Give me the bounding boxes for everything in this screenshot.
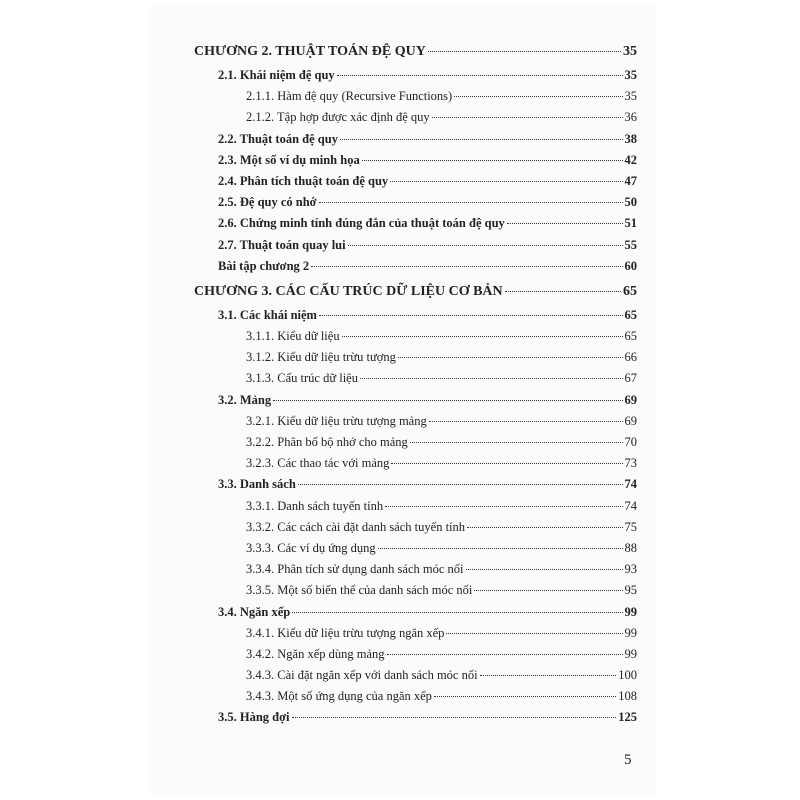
toc-title: 3.3.4. Phân tích sử dụng danh sách móc nối: [246, 562, 464, 577]
dot-leader: [466, 569, 623, 570]
dot-leader: [507, 223, 623, 224]
toc-page-number: 73: [624, 456, 637, 471]
toc-section: [194, 393, 637, 414]
dot-leader: [474, 590, 622, 591]
toc-page-number: 47: [624, 173, 637, 188]
toc-page-number: 35: [624, 89, 637, 104]
dot-leader: [360, 378, 623, 379]
dot-leader: [505, 291, 621, 292]
dot-leader: [428, 51, 621, 52]
dot-leader: [390, 181, 622, 182]
toc-title: 3.2.1. Kiểu dữ liệu trừu tượng mảng: [246, 413, 427, 428]
dot-leader: [292, 717, 617, 718]
toc-title: 3.3.3. Các ví dụ ứng dụng: [246, 540, 376, 555]
toc-title: 3.3. Danh sách: [218, 477, 296, 492]
toc-title: 3.4. Ngăn xếp: [218, 604, 291, 619]
dot-leader: [480, 675, 617, 676]
dot-leader: [337, 75, 623, 76]
toc-section: [194, 238, 637, 259]
dot-leader: [273, 400, 622, 401]
toc-title: 3.1.1. Kiểu dữ liệu: [246, 329, 340, 344]
toc-title: 3.2. Mảng: [218, 392, 272, 407]
toc-page-number: 50: [624, 195, 637, 210]
toc-title: 2.1.1. Hàm đệ quy (Recursive Functions): [246, 89, 453, 104]
toc-subsection: [194, 499, 637, 520]
toc-title: 3.3.5. Một số biến thể của danh sách móc nối: [246, 583, 473, 598]
toc-title: 2.6. Chứng minh tính đúng đắn của thuật toán đệ quy: [218, 216, 505, 231]
toc-title: 3.4.3. Cài đặt ngăn xếp với danh sách móc nối: [246, 668, 478, 683]
toc-page-number: 51: [624, 216, 637, 231]
dot-leader: [319, 315, 623, 316]
toc-page-number: 38: [624, 131, 637, 146]
toc-subsection: [194, 520, 637, 541]
toc-subsection: [194, 456, 637, 477]
toc-page-number: 60: [624, 258, 637, 273]
toc-page-number: 88: [624, 540, 637, 555]
dot-leader: [378, 548, 623, 549]
toc-title: 3.1.2. Kiểu dữ liệu trừu tượng: [246, 350, 396, 365]
toc-title: 3.2.3. Các thao tác với mảng: [246, 456, 390, 471]
dot-leader: [387, 654, 623, 655]
toc-title: 2.1.2. Tập hợp được xác định đệ quy: [246, 110, 430, 125]
dot-leader: [292, 612, 622, 613]
toc-page-number: 75: [624, 519, 637, 534]
toc-subsection: [194, 350, 637, 371]
dot-leader: [454, 96, 622, 97]
toc-subsection: [194, 110, 637, 131]
toc-page-number: 70: [624, 435, 637, 449]
toc-title: 3.1.3. Cấu trúc dữ liệu: [246, 371, 358, 386]
toc-section: [194, 308, 637, 329]
dot-leader: [432, 117, 623, 118]
toc-page-number: 99: [624, 625, 637, 640]
dot-leader: [342, 336, 623, 337]
toc-subsection: [194, 647, 637, 668]
toc-subsection: [194, 371, 637, 392]
toc-page-number: 99: [624, 646, 637, 661]
toc-subsection: [194, 583, 637, 604]
toc-page-number: 55: [624, 237, 637, 252]
dot-leader: [410, 442, 623, 443]
toc-page-number: 100: [618, 668, 637, 683]
toc-section: [194, 710, 637, 731]
dot-leader: [298, 484, 623, 485]
toc-subsection: [194, 689, 637, 710]
toc-section: [194, 259, 637, 280]
dot-leader: [434, 696, 616, 697]
toc-chapter: [194, 44, 637, 68]
toc-title: 3.1. Các khái niệm: [218, 307, 317, 322]
toc-title: 2.1. Khái niệm đệ quy: [218, 68, 335, 82]
toc-page-number: 69: [624, 413, 637, 428]
toc-page-number: 67: [624, 371, 637, 386]
toc-page-number: 69: [624, 392, 637, 407]
toc-title: 3.4.3. Một số ứng dụng của ngăn xếp: [246, 689, 432, 704]
toc-title: 2.4. Phân tích thuật toán đệ quy: [218, 173, 389, 188]
dot-leader: [311, 266, 622, 267]
toc-subsection: [194, 541, 637, 562]
toc-subsection: [194, 89, 637, 110]
toc-title: 3.5. Hàng đợi: [218, 710, 290, 725]
toc-page-number: 65: [624, 307, 637, 322]
toc-title: 3.2.2. Phân bố bộ nhớ cho mảng: [246, 435, 408, 449]
dot-leader: [467, 527, 622, 528]
page-number: 5: [624, 752, 632, 768]
table-of-contents: [194, 44, 637, 732]
toc-title: 3.3.2. Các cách cài đặt danh sách tuyến tính: [246, 519, 466, 534]
toc-section: [194, 216, 637, 237]
dot-leader: [340, 139, 623, 140]
toc-page-number: 95: [624, 583, 637, 598]
toc-page-number: 99: [624, 604, 637, 619]
dot-leader: [391, 463, 622, 464]
toc-page-number: 74: [624, 498, 637, 513]
toc-section: [194, 68, 637, 89]
toc-title: 3.4.1. Kiểu dữ liệu trừu tượng ngăn xếp: [246, 625, 445, 640]
toc-page-number: 125: [618, 710, 637, 725]
toc-section: [194, 132, 637, 153]
toc-page-number: 108: [618, 689, 637, 704]
dot-leader: [319, 202, 623, 203]
toc-section: [194, 174, 637, 195]
dot-leader: [429, 421, 623, 422]
dot-leader: [348, 245, 623, 246]
toc-subsection: [194, 435, 637, 456]
toc-title: Bài tập chương 2: [218, 258, 310, 273]
dot-leader: [362, 160, 623, 161]
toc-title: 2.3. Một số ví dụ minh họa: [218, 152, 360, 167]
toc-section: [194, 153, 637, 174]
toc-page-number: 93: [624, 562, 637, 577]
toc-title: 2.5. Đệ quy có nhớ: [218, 195, 317, 210]
toc-chapter: [194, 284, 637, 308]
dot-leader: [398, 357, 623, 358]
dot-leader: [446, 633, 622, 634]
toc-title: CHƯƠNG 2. THUẬT TOÁN ĐỆ QUY: [194, 44, 426, 59]
toc-page-number: 74: [624, 477, 637, 492]
toc-title: 2.7. Thuật toán quay lui: [218, 237, 346, 252]
toc-section: [194, 195, 637, 216]
toc-page-number: 65: [624, 329, 637, 344]
toc-title: 3.3.1. Danh sách tuyến tính: [246, 498, 384, 513]
toc-subsection: [194, 626, 637, 647]
dot-leader: [385, 506, 622, 507]
toc-page-number: 66: [624, 350, 637, 365]
toc-page-number: 36: [624, 110, 637, 125]
toc-page-number: 35: [624, 68, 637, 82]
toc-section: [194, 605, 637, 626]
toc-title: 2.2. Thuật toán đệ quy: [218, 131, 338, 146]
toc-title: CHƯƠNG 3. CÁC CẤU TRÚC DỮ LIỆU CƠ BẢN: [194, 283, 503, 299]
toc-subsection: [194, 668, 637, 689]
toc-subsection: [194, 414, 637, 435]
toc-section: [194, 477, 637, 498]
toc-page-number: 42: [624, 152, 637, 167]
toc-subsection: [194, 329, 637, 350]
toc-page-number: 35: [623, 44, 637, 59]
toc-title: 3.4.2. Ngăn xếp dùng mảng: [246, 646, 385, 661]
toc-subsection: [194, 562, 637, 583]
toc-page-number: 65: [623, 283, 637, 299]
